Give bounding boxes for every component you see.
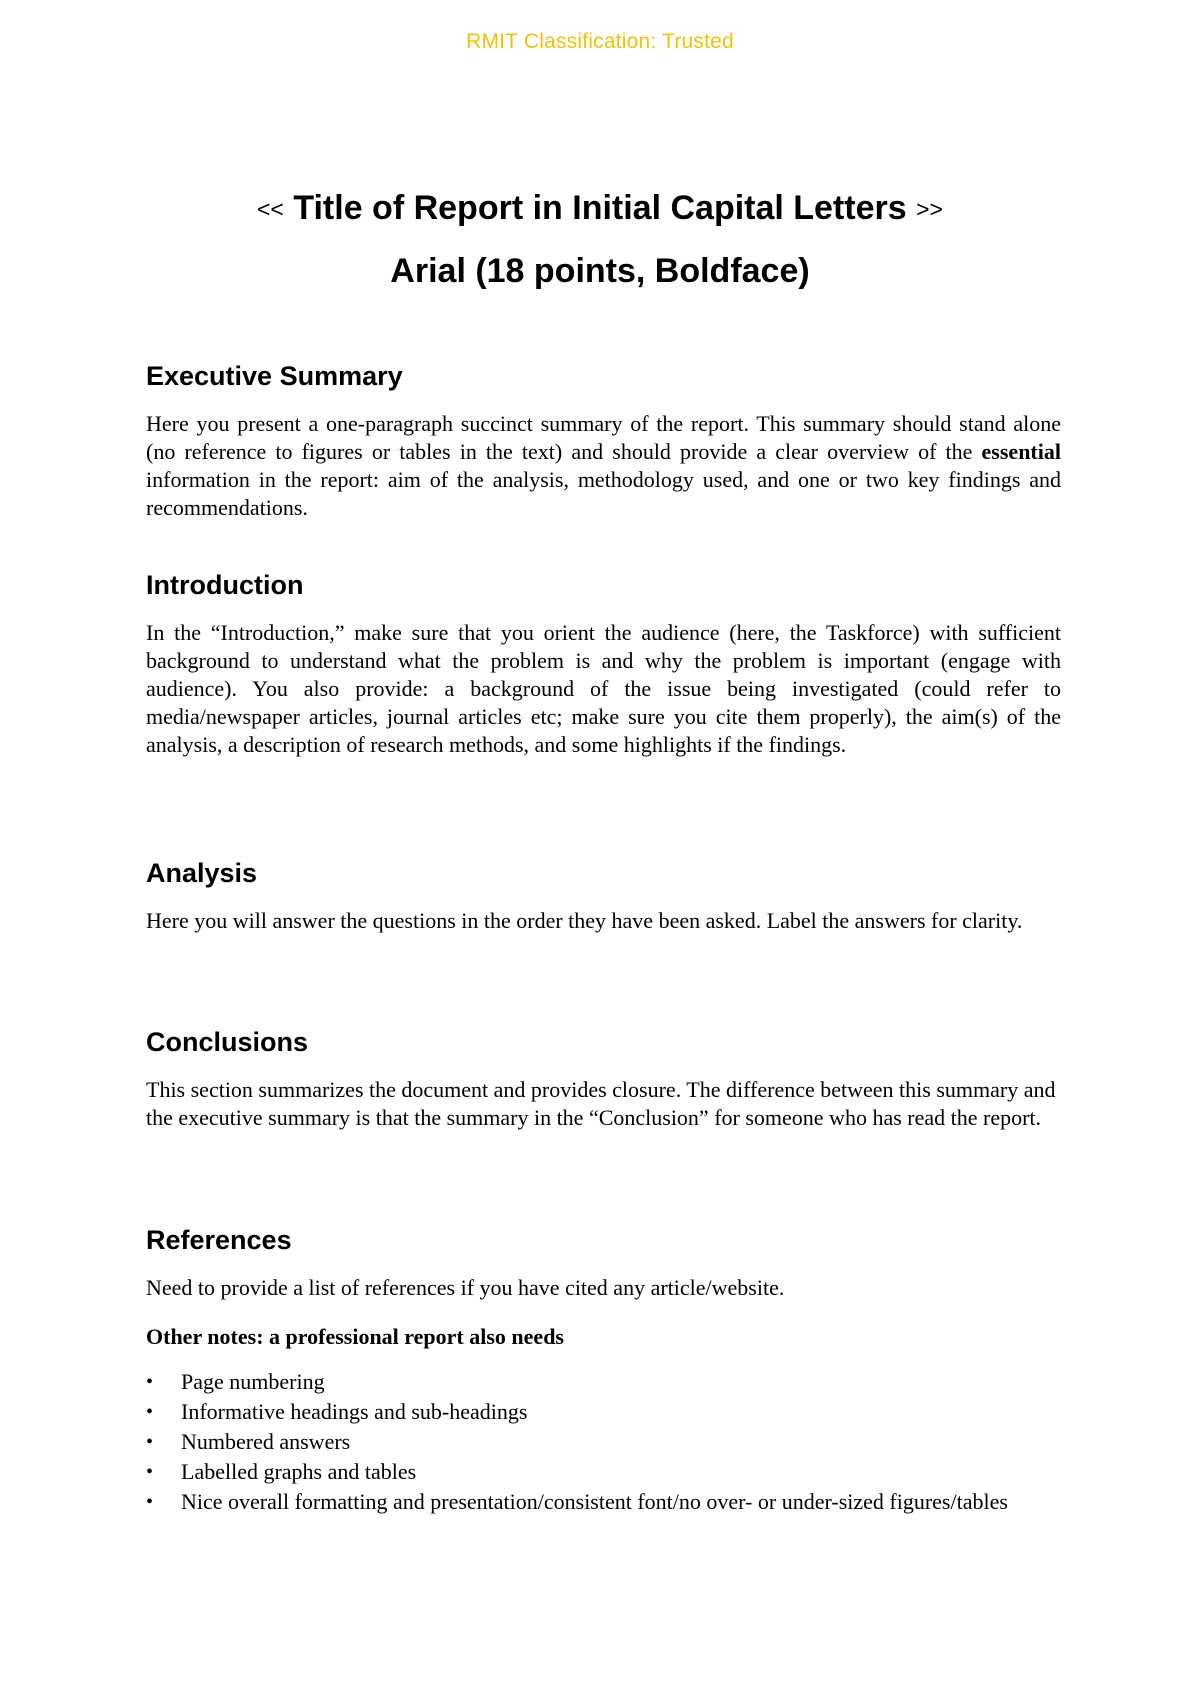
list-item-text: Page numbering [181,1369,325,1394]
report-subtitle: Arial (18 points, Boldface) [390,252,810,290]
section-analysis [146,857,1061,935]
list-item-text: Informative headings and sub-headings [181,1399,528,1424]
list-item [146,1487,1061,1517]
report-title [0,188,1200,229]
section-heading: Analysis [146,858,258,888]
section-heading: Conclusions [146,1027,309,1057]
list-item [146,1367,1061,1397]
list-item-text: Nice overall formatting and presentation/consistent font/no over- or under-sized figures/tables [181,1489,1008,1514]
section-body: Here you will answer the questions in the order they have been asked. Label the answers for clarity. [146,908,1023,933]
section-body: Need to provide a list of references if you have cited any article/website. [146,1275,785,1300]
section-heading: Introduction [146,570,304,600]
other-notes [146,1323,1061,1517]
title-open-mark: << [257,196,284,222]
title-close-mark: >> [916,196,943,222]
section-conclusions [146,1026,1061,1132]
list-item-text: Labelled graphs and tables [181,1459,417,1484]
bullet-icon: • [146,1461,154,1483]
bullet-icon: • [146,1401,154,1423]
section-executive-summary [146,360,1061,522]
list-item [146,1427,1061,1457]
classification-label: RMIT Classification: Trusted [466,30,734,53]
bullet-icon: • [146,1371,154,1393]
notes-list [146,1367,1061,1517]
section-body: In the “Introduction,” make sure that you orient the audience (here, the Taskforce) with sufficient background to understand what the problem is and why the problem is important (engage with audience). You also provide: a background of the issue being investigated (could refer to media/newspaper articles, journal articles etc; make sure you cite them properly), the aim(s) of the analysis, a description of research methods, and some highlights if the findings. [146,620,1061,757]
bullet-icon: • [146,1431,154,1453]
notes-title: Other notes: a professional report also needs [146,1324,564,1349]
section-heading: References [146,1225,292,1255]
bullet-icon: • [146,1491,154,1513]
section-introduction [146,569,1061,759]
section-body [146,410,1061,522]
section-references [146,1224,1061,1302]
emphasis-text: essential [981,439,1061,464]
body-text-after: information in the report: aim of the analysis, methodology used, and one or two key findings and recommendations. [146,467,1061,520]
list-item-text: Numbered answers [181,1429,351,1454]
body-text-before: Here you present a one-paragraph succinct summary of the report. This summary should stand alone (no reference to figures or tables in the text) and should provide a clear overview of the [146,411,1061,464]
section-heading: Executive Summary [146,361,403,391]
title-text: Title of Report in Initial Capital Letters [293,189,907,227]
title-block [0,188,1200,291]
list-item [146,1457,1061,1487]
list-item [146,1397,1061,1427]
section-body: This section summarizes the document and provides closure. The difference between this summary and the executive summary is that the summary in the “Conclusion” for someone who has read the report. [146,1077,1056,1130]
